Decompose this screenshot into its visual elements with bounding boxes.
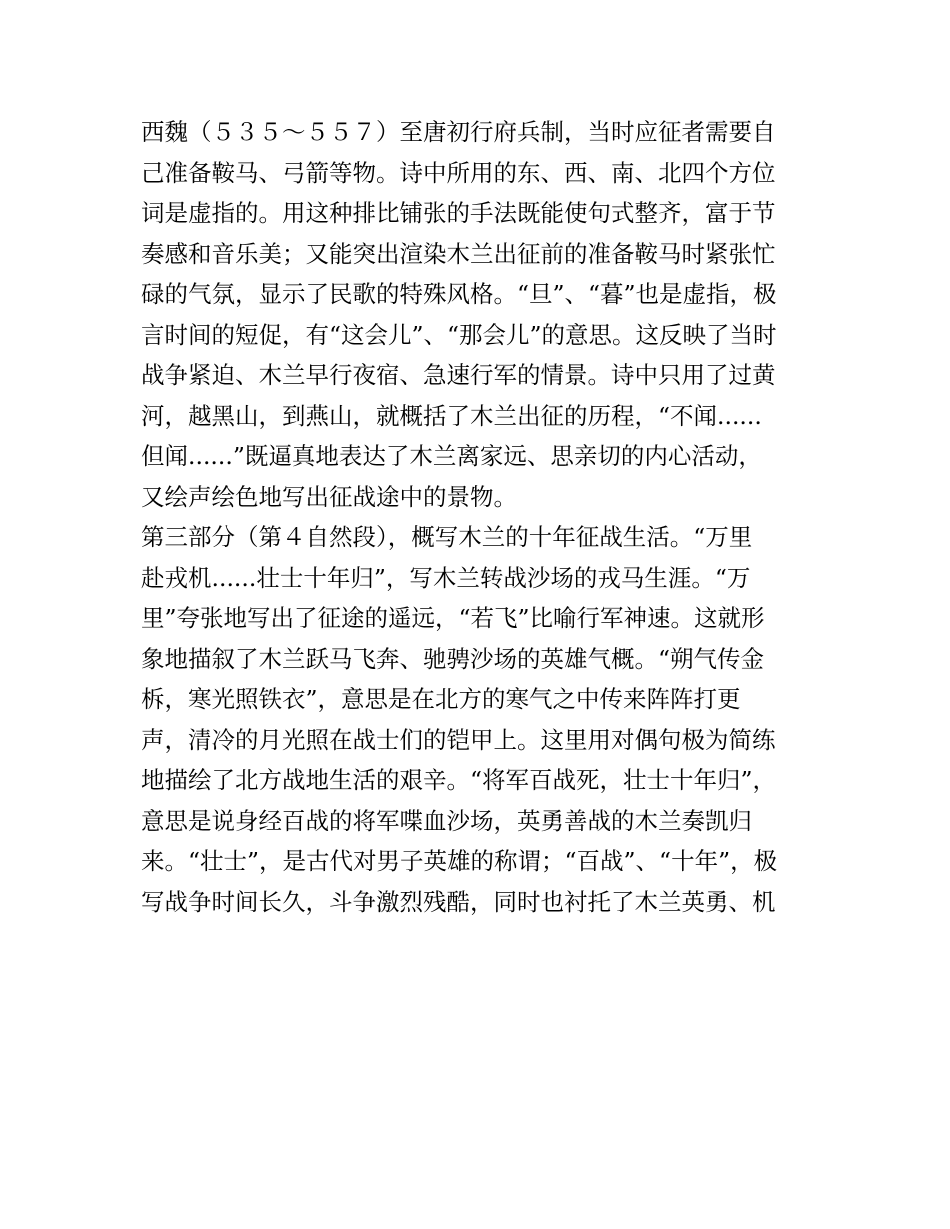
text-line-11: 第三部分（第４自然段），概写木兰的十年征战生活。“万里 — [141, 523, 753, 551]
text-line-3: 词是虚指的。用这种排比铺张的手法既能使句式整齐，富于节 — [141, 199, 776, 227]
text-line-9: 但闻......”既逼真地表达了木兰离家远、思亲切的内心活动， — [141, 442, 762, 470]
text-line-6: 言时间的短促，有“这会儿”、“那会儿”的意思。这反映了当时 — [141, 320, 777, 349]
text-line-13: 里”夸张地写出了征途的遥远，“若飞”比喻行军神速。这就形 — [141, 604, 765, 632]
text-line-10: 又绘声绘色地写出征战途中的景物。 — [141, 482, 517, 511]
text-line-19: 来。“壮士”，是古代对男子英雄的称谓；“百战”、“十年”，极 — [141, 847, 778, 875]
text-line-16: 声，清冷的月光照在战士们的铠甲上。这里用对偶句极为简练 — [141, 725, 776, 754]
text-line-1: 西魏（５３５～５５７）至唐初行府兵制，当时应征者需要自 — [141, 118, 776, 146]
text-line-7: 战争紧迫、木兰早行夜宿、急速行军的情景。诗中只用了过黄 — [141, 361, 776, 389]
text-line-20: 写战争时间长久，斗争激烈残酷，同时也衬托了木兰英勇、机 — [141, 887, 776, 916]
text-line-15: 柝，寒光照铁衣”，意思是在北方的寒气之中传来阵阵打更 — [141, 685, 741, 713]
text-line-14: 象地描叙了木兰跃马飞奔、驰骋沙场的英雄气概。“朔气传金 — [141, 644, 765, 673]
text-line-18: 意思是说身经百战的将军喋血沙场，英勇善战的木兰奏凯归 — [141, 806, 752, 835]
text-line-17: 地描绘了北方战地生活的艰辛。“将军百战死，壮士十年归”， — [141, 766, 777, 794]
text-line-4: 奏感和音乐美；又能突出渲染木兰出征前的准备鞍马时紧张忙 — [141, 239, 776, 268]
text-line-8: 河，越黑山，到燕山，就概括了木兰出征的历程，“不闻...... — [141, 401, 762, 430]
document-text — [141, 112, 821, 922]
text-line-2: 己准备鞍马、弓箭等物。诗中所用的东、西、南、北四个方位 — [141, 158, 776, 187]
text-line-5: 碌的气氛，显示了民歌的特殊风格。“旦”、“暮”也是虚指，极 — [141, 280, 777, 308]
text-line-12: 赴戎机......壮士十年归”，写木兰转战沙场的戎马生涯。“万 — [141, 563, 751, 592]
